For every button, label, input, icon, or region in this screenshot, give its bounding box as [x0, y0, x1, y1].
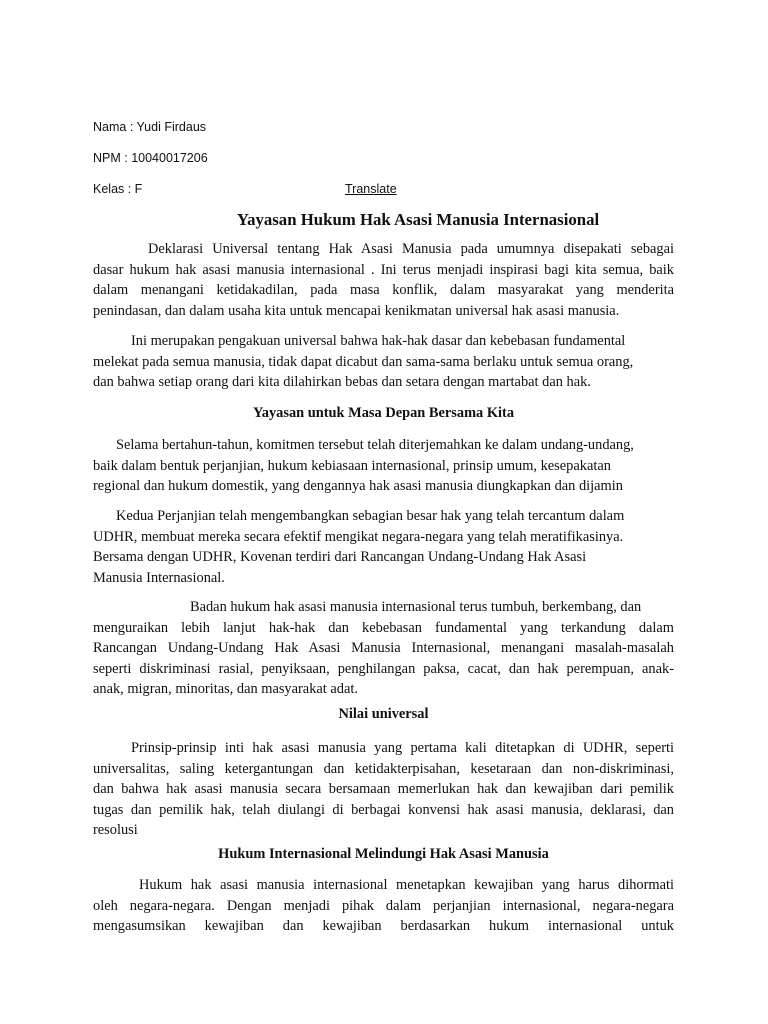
paragraph-line: Deklarasi Universal tentang Hak Asasi Manusia pada umumnya disepakati sebagai — [148, 241, 674, 257]
paragraph-line: Ini merupakan pengakuan universal bahwa hak-hak dasar dan kebebasan fundamental — [131, 333, 626, 349]
paragraph-line: resolusi — [93, 822, 138, 838]
paragraph-line: Prinsip-prinsip inti hak asasi manusia yang pertama kali ditetapkan di UDHR, seperti — [131, 740, 674, 756]
paragraph-1 — [93, 239, 674, 321]
student-npm: NPM : 10040017206 — [93, 151, 208, 165]
paragraph-line: oleh negara-negara. Dengan menjadi pihak dalam perjanjian internasional, negara-negara — [93, 897, 674, 914]
paragraph-5 — [93, 597, 674, 700]
paragraph-line: dalam menangani ketidakadilan, pada masa konflik, dalam masyarakat yang menderita — [93, 282, 674, 298]
document-title: Yayasan Hukum Hak Asasi Manusia Internasional — [236, 210, 600, 229]
paragraph-line: penindasan, dan dalam usaha kita untuk mencapai kenikmatan universal hak asasi manusia. — [93, 302, 620, 319]
paragraph-4 — [93, 506, 674, 588]
paragraph-line: dan bahwa hak asasi manusia secara bersamaan memerlukan hak dan kewajiban dari pemilik — [93, 781, 674, 797]
heading-nilai-universal: Nilai universal — [338, 706, 429, 722]
paragraph-6 — [93, 738, 674, 841]
paragraph-7 — [93, 875, 674, 937]
paragraph-line: regional dan hukum domestik, yang dengannya hak asasi manusia diungkapkan dan dijamin — [93, 478, 623, 494]
translate-label: Translate — [345, 182, 397, 196]
paragraph-line: anak, migran, minoritas, dan masyarakat adat. — [93, 681, 358, 697]
paragraph-3 — [93, 435, 674, 497]
paragraph-line: tugas dan pemilik hak, telah diulangi di berbagai konvensi hak asasi manusia, deklarasi, dan — [93, 801, 674, 818]
paragraph-line: Badan hukum hak asasi manusia internasional terus tumbuh, berkembang, dan — [190, 599, 642, 615]
heading-masa-depan: Yayasan untuk Masa Depan Bersama Kita — [252, 405, 515, 421]
paragraph-line: Rancangan Undang-Undang Hak Asasi Manusia Internasional, menangani masalah-masalah — [93, 640, 674, 656]
paragraph-line: menguraikan lebih lanjut hak-hak dan kebebasan fundamental yang terkandung dalam — [93, 619, 674, 636]
student-class: Kelas : F — [93, 182, 143, 196]
paragraph-line: Manusia Internasional. — [93, 569, 225, 586]
paragraph-line: mengasumsikan kewajiban dan kewajiban berdasarkan hukum internasional untuk — [93, 918, 674, 934]
heading-hukum-internasional: Hukum Internasional Melindungi Hak Asasi Manusia — [218, 846, 549, 862]
paragraph-2 — [93, 331, 674, 393]
paragraph-line: Hukum hak asasi manusia internasional menetapkan kewajiban yang harus dihormati — [139, 877, 674, 893]
paragraph-line: Selama bertahun-tahun, komitmen tersebut telah diterjemahkan ke dalam undang-undang, — [116, 437, 634, 453]
paragraph-line: baik dalam bentuk perjanjian, hukum kebiasaan internasional, prinsip umum, kesepakatan — [93, 457, 611, 474]
paragraph-line: Bersama dengan UDHR, Kovenan terdiri dari Rancangan Undang-Undang Hak Asasi — [93, 549, 587, 565]
paragraph-line: UDHR, membuat mereka secara efektif mengikat negara-negara yang telah meratifikasinya. — [93, 528, 624, 545]
paragraph-line: melekat pada semua manusia, tidak dapat dicabut dan sama-sama berlaku untuk semua orang, — [93, 353, 634, 370]
paragraph-line: seperti diskriminasi rasial, penyiksaan, penghilangan paksa, cacat, dan hak perempuan, anak- — [93, 660, 674, 677]
paragraph-line: dasar hukum hak asasi manusia internasional . Ini terus menjadi inspirasi bagi kita semua, baik — [93, 261, 674, 278]
paragraph-line: dan bahwa setiap orang dari kita dilahirkan bebas dan setara dengan martabat dan hak. — [93, 374, 591, 390]
student-name: Nama : Yudi Firdaus — [93, 120, 207, 134]
paragraph-line: universalitas, saling ketergantungan dan ketidakterpisahan, kesetaraan dan non-diskriminasi, — [93, 760, 674, 777]
paragraph-line: Kedua Perjanjian telah mengembangkan sebagian besar hak yang telah tercantum dalam — [116, 508, 625, 524]
